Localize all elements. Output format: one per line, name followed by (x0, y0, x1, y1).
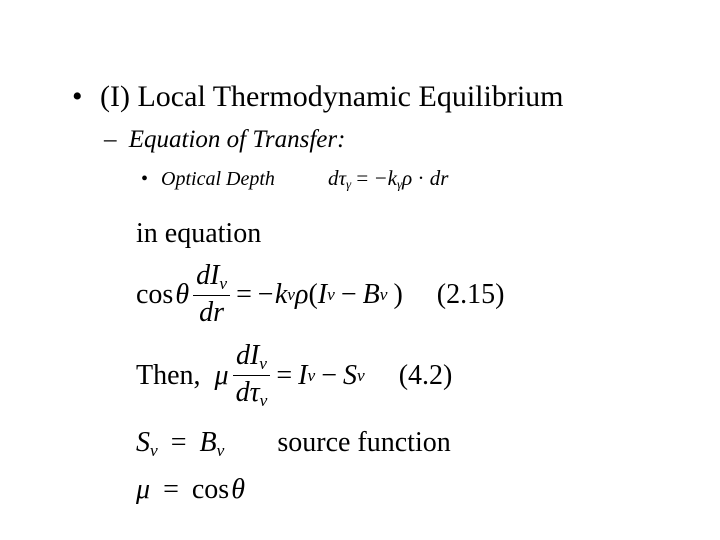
eq-symbol: μ (136, 474, 151, 505)
equation-of-transfer-text: Equation of Transfer: (128, 126, 346, 153)
eq-subscript: ν (259, 391, 268, 411)
bullet-level-1 (72, 82, 564, 112)
eq-fraction (193, 262, 230, 327)
eq-symbol: I (298, 359, 308, 391)
equation-2-15 (136, 262, 504, 327)
eq-symbol: I (210, 260, 220, 291)
eq-symbol: dr (429, 166, 449, 190)
eq-symbol: ρ (402, 166, 413, 190)
eq-paren: ( (308, 278, 318, 310)
eq-symbol: dr (199, 297, 225, 329)
eq-symbol: ρ (294, 278, 309, 310)
bullet-marker: • (141, 168, 149, 190)
eq-subscript: ν (287, 284, 295, 304)
eq-symbol: d (235, 340, 250, 371)
eq-subscript: ν (259, 353, 267, 373)
eq-symbol: τ (338, 166, 347, 190)
eq-symbol: d (235, 377, 250, 409)
eq-subscript: ν (379, 284, 388, 304)
eq-subscript: ν (356, 366, 365, 386)
eq-operator: − (340, 278, 357, 310)
eq-symbol: cos (191, 474, 230, 505)
eq-subscript: ν (219, 273, 228, 293)
eq-symbol: B (362, 278, 380, 310)
eq-symbol: cos (136, 278, 174, 310)
eq-symbol: B (199, 427, 217, 458)
optical-depth-equation (328, 168, 448, 191)
eq-subscript: ν (307, 366, 316, 386)
equation-number: (2.15) (436, 278, 505, 310)
eq-symbol: I (249, 340, 260, 371)
eq-symbol: I (317, 278, 328, 310)
eq-subscript: ν (150, 440, 158, 460)
eq-operator: = (170, 427, 187, 458)
eq-symbol: S (136, 427, 150, 458)
optical-depth-text: Optical Depth (161, 168, 275, 190)
eq-subscript: γ (397, 176, 403, 192)
then-text: Then, (136, 359, 201, 391)
in-equation-text: in equation (136, 218, 262, 249)
eq-symbol: d (196, 260, 211, 291)
dash-marker: – (104, 126, 117, 153)
mu-equation (136, 476, 245, 504)
eq-operator: = (236, 278, 252, 310)
eq-subscript: γ (346, 176, 352, 192)
eq-symbol: S (342, 359, 357, 391)
eq-symbol: θ (231, 474, 245, 505)
eq-symbol: d (328, 166, 339, 190)
eq-operator: = (163, 474, 179, 505)
bullet-marker: • (72, 80, 83, 113)
eq-symbol: τ (249, 377, 260, 409)
equation-number: (4.2) (398, 359, 453, 391)
eq-subscript: ν (327, 284, 335, 304)
eq-operator: − (321, 359, 337, 391)
eq-operator: = (276, 359, 293, 391)
eq-operator: = (356, 166, 369, 190)
eq-symbol: μ (214, 359, 229, 391)
eq-symbol: θ (175, 278, 190, 310)
eq-operator: · (417, 166, 425, 190)
source-function-equation (136, 429, 451, 459)
eq-symbol: −k (373, 166, 398, 190)
eq-subscript: ν (216, 440, 225, 460)
source-function-text: source function (277, 427, 451, 458)
bullet-level-3 (141, 169, 275, 189)
bullet-title-text: (I) Local Thermodynamic Equilibrium (100, 80, 564, 113)
eq-fraction (233, 342, 271, 409)
bullet-level-2 (104, 127, 345, 152)
equation-4-2 (136, 342, 452, 409)
eq-symbol: −k (255, 278, 288, 310)
eq-paren: ) (393, 278, 403, 310)
